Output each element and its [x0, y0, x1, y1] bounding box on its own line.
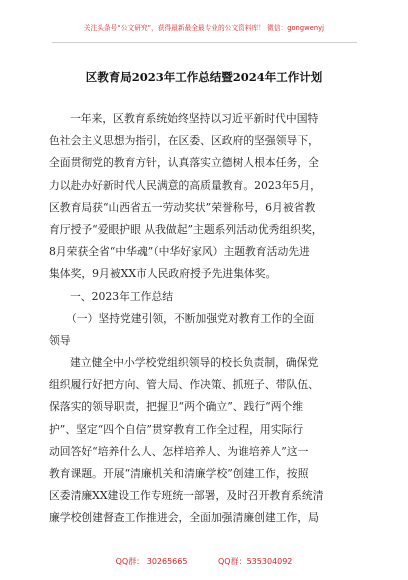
- footer-qq-group-2: QQ群：535304092: [218, 557, 293, 566]
- text-line: 组织履行好把方向、管大局、作决策、抓班子、带队伍、: [49, 378, 319, 392]
- document-title: 区教育局2023年工作总结暨2024年工作计划: [85, 70, 323, 84]
- text-line: 护”、坚定“四个自信”贯穿教育工作全过程，用实际行: [49, 422, 304, 436]
- subsection-heading: [49, 308, 361, 352]
- text-line: 教育课题。开展“清廉机关和清廉学校”创建工作，按照: [49, 467, 309, 480]
- header-banner: 关注头条号“公文研究”，获得最新最全最专业的公文资料库！ 微信：gongwenyj: [83, 24, 325, 32]
- text-line: 8月荣获全省“中华魂”（中华好家风）主题教育活动先进: [49, 245, 310, 259]
- text-line: 保落实的领导职责，把握卫“两个确立”、践行“两个维: [49, 400, 304, 414]
- text-line: 全面贯彻党的教育方针，认真落实立德树人根本任务，全: [49, 156, 319, 170]
- header-divider: [52, 42, 357, 43]
- paragraph-intro: [49, 108, 361, 286]
- text-line: 集体奖，9月被XX市人民政府授予先进集体奖。: [49, 267, 277, 281]
- text-line: 领导: [49, 333, 71, 347]
- footer-qq-group-1: QQ群： 30265665: [115, 557, 188, 566]
- paragraph-party-building: [49, 352, 361, 530]
- text-line: 育厅授予“爱眼护眼 从我做起”主题系列活动优秀组织奖，: [49, 222, 323, 236]
- document-body: [49, 108, 361, 530]
- text-line: 动回答好“培养什么人、怎样培养人、为谁培养人”这一: [49, 444, 309, 458]
- text-line: 区委清廉XX建设工作专班统一部署，及时召开教育系统清: [49, 489, 324, 503]
- text-line: （一）坚持党建引领，不断加强党对教育工作的全面: [66, 311, 315, 325]
- section-heading: 一、2023年工作总结: [70, 289, 174, 303]
- footer: [0, 556, 408, 567]
- text-line: 色社会主义思想为指引，在区委、区政府的坚强领导下，: [49, 134, 319, 148]
- text-line: 一年来，区教育系统始终坚持以习近平新时代中国特: [70, 112, 319, 125]
- text-line: 力以赴办好新时代人民满意的高质量教育。2023年5月，: [49, 178, 321, 192]
- text-line: 建立健全中小学校党组织领导的校长负责制，确保党: [70, 356, 319, 370]
- text-line: 廉学校创建督查工作推进会，全面加强清廉创建工作，局: [49, 511, 319, 525]
- text-line: 区教育局获“山西省五一劳动奖状”荣誉称号，6月被省教: [49, 200, 316, 214]
